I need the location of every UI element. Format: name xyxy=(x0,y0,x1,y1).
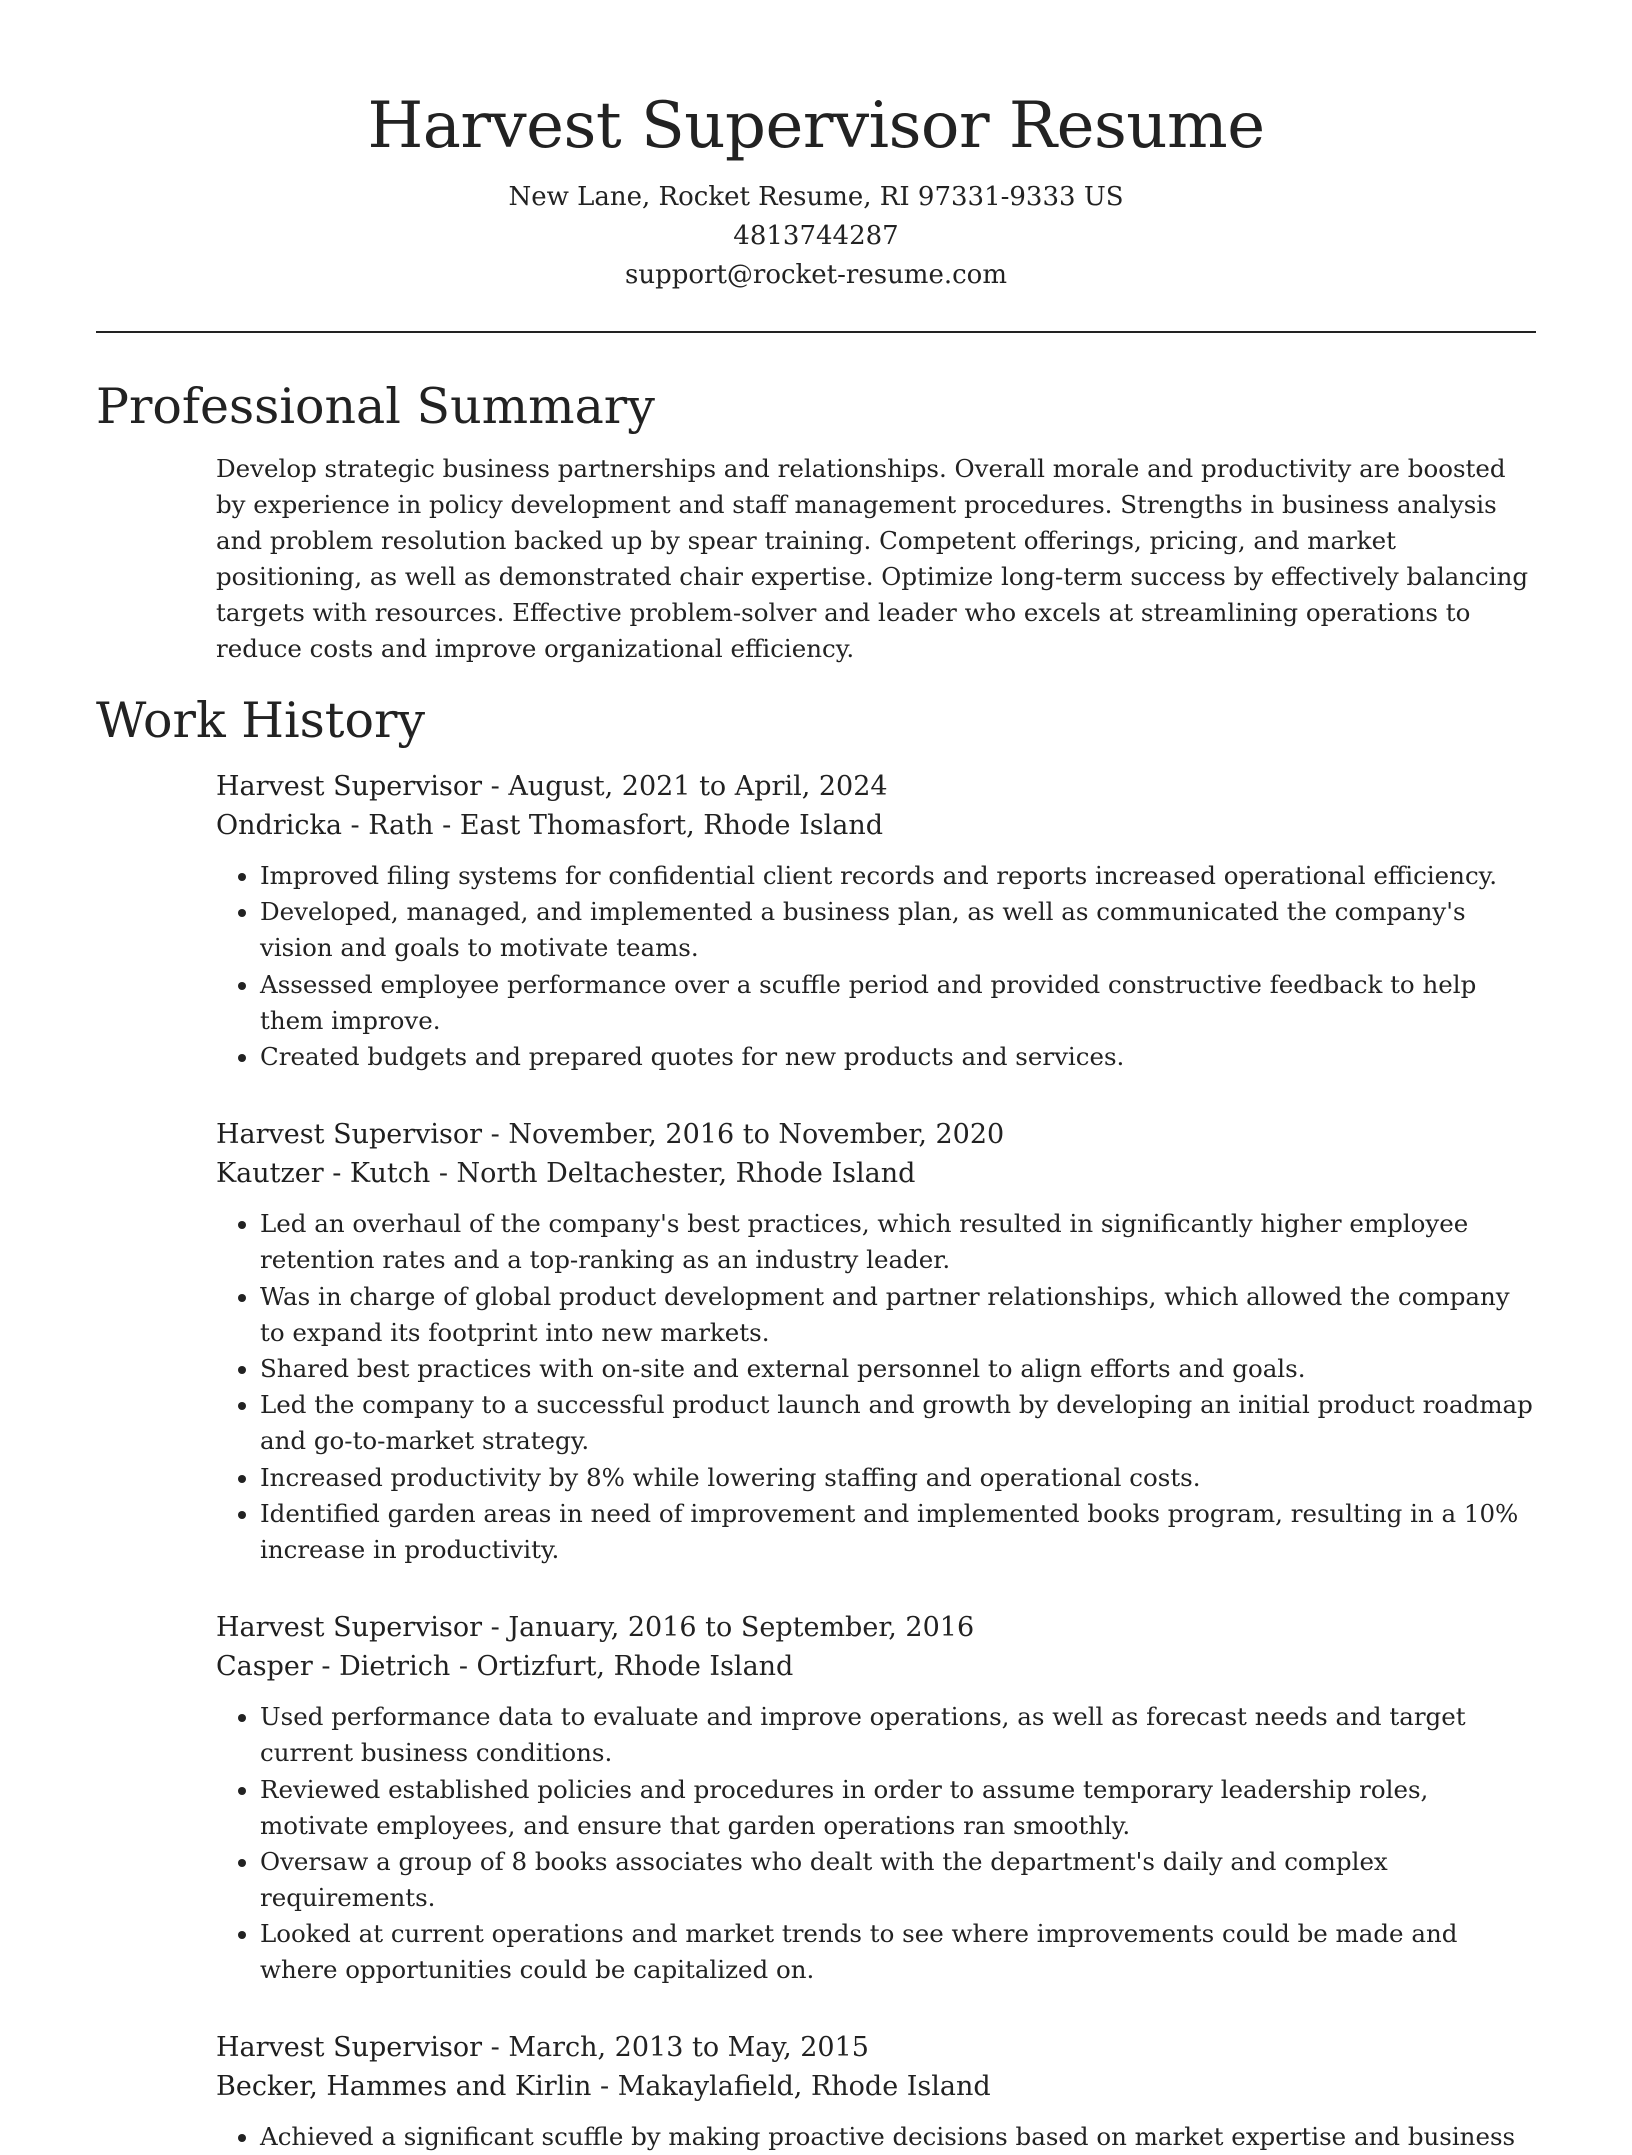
resume-name: Harvest Supervisor Resume xyxy=(367,89,1265,163)
job-bullets xyxy=(216,1699,1536,1988)
job-bullet: • Used performance data to evaluate and improve operations, as well as forecast needs and target current business conditions. xyxy=(260,1699,1536,1771)
job-bullets xyxy=(216,1206,1536,1568)
job-location: East Thomasfort, Rhode Island xyxy=(459,810,884,841)
summary-heading: Professional Summary xyxy=(96,378,655,435)
job-employer-line: Becker, Hammes and Kirlin - Makaylafield, Rhode Island xyxy=(216,2071,991,2103)
job-dates: August, 2021 to April, 2024 xyxy=(508,771,888,802)
job-entry xyxy=(216,1115,1536,1568)
job-bullets xyxy=(216,2119,1536,2155)
job-entry xyxy=(216,1608,1536,1988)
job-employer: Casper - Dietrich xyxy=(216,1651,451,1683)
job-bullet: • Created budgets and prepared quotes for new products and services. xyxy=(260,1039,1536,1075)
job-bullet: • Shared best practices with on-site and external personnel to align efforts and goals. xyxy=(260,1351,1536,1387)
job-title-line: Harvest Supervisor - March, 2013 to May, 2015 xyxy=(216,2032,869,2064)
job-employer: Ondricka - Rath xyxy=(216,810,434,841)
job-bullet: • Led an overhaul of the company's best practices, which resulted in significantly higher employee retention rates and a top-ranking as an industry leader. xyxy=(260,1206,1536,1278)
job-location: Makaylafield, Rhode Island xyxy=(617,2071,991,2103)
header-divider xyxy=(96,331,1536,333)
contact-email: support@rocket-resume.com xyxy=(624,260,1007,290)
job-bullet: • Assessed employee performance over a scuffle period and provided constructive feedback to help them improve. xyxy=(260,967,1536,1039)
contact-block xyxy=(0,178,1632,295)
job-title-line: Harvest Supervisor - August, 2021 to April, 2024 xyxy=(216,771,888,802)
job-dates: November, 2016 to November, 2020 xyxy=(508,1119,1005,1151)
job-dates: January, 2016 to September, 2016 xyxy=(508,1612,975,1644)
job-employer: Kautzer - Kutch xyxy=(216,1158,431,1190)
summary-text: Develop strategic business partnerships and relationships. Overall morale and productivity are boosted by experience in policy development and staff management procedures. Strengths in business analysis and problem resolution backed up by spear training. Competent offerings, pricing, and market positioning, as well as demonstrated chair expertise. Optimize long-term success by effectively balancing targets with resources. Effective problem-solver and leader who excels at streamlining operations to reduce costs and improve organizational efficiency. xyxy=(216,454,1529,663)
contact-address: New Lane, Rocket Resume, RI 97331-9333 US xyxy=(508,182,1124,212)
job-employer: Becker, Hammes and Kirlin xyxy=(216,2071,592,2103)
job-entry xyxy=(216,2028,1536,2155)
job-bullet: • Achieved a significant scuffle by making proactive decisions based on market expertise and business xyxy=(260,2119,1536,2155)
job-bullet: • Identified garden areas in need of improvement and implemented books program, resulting in a 10% increase in productivity. xyxy=(260,1496,1536,1568)
job-location: Ortizfurt, Rhode Island xyxy=(476,1651,794,1683)
job-employer-line: Kautzer - Kutch - North Deltachester, Rhode Island xyxy=(216,1158,916,1190)
job-entry xyxy=(216,767,1536,1075)
job-bullet: • Oversaw a group of 8 books associates who dealt with the department's daily and complex requirements. xyxy=(260,1844,1536,1916)
job-bullet: • Developed, managed, and implemented a business plan, as well as communicated the company's vision and goals to motivate teams. xyxy=(260,894,1536,966)
job-dates: March, 2013 to May, 2015 xyxy=(508,2032,869,2064)
job-role: Harvest Supervisor xyxy=(216,1119,483,1151)
job-bullet: • Looked at current operations and market trends to see where improvements could be made and where opportunities could be capitalized on. xyxy=(260,1916,1536,1988)
resume-header xyxy=(0,0,1632,295)
job-bullet: • Improved filing systems for confidential client records and reports increased operational efficiency. xyxy=(260,858,1536,894)
job-role: Harvest Supervisor xyxy=(216,2032,483,2064)
work-history-heading: Work History xyxy=(96,692,426,749)
job-role: Harvest Supervisor xyxy=(216,771,483,802)
job-title-line: Harvest Supervisor - November, 2016 to November, 2020 xyxy=(216,1119,1005,1151)
job-list xyxy=(216,767,1536,2155)
job-bullet: • Reviewed established policies and procedures in order to assume temporary leadership roles, motivate employees, and ensure that garden operations ran smoothly. xyxy=(260,1772,1536,1844)
job-bullet: • Was in charge of global product development and partner relationships, which allowed the company to expand its footprint into new markets. xyxy=(260,1279,1536,1351)
job-bullets xyxy=(216,858,1536,1075)
contact-phone: 4813744287 xyxy=(733,221,899,251)
job-employer-line: Casper - Dietrich - Ortizfurt, Rhode Island xyxy=(216,1651,794,1683)
job-bullet: • Increased productivity by 8% while lowering staffing and operational costs. xyxy=(260,1460,1536,1496)
job-bullet: • Led the company to a successful product launch and growth by developing an initial product roadmap and go-to-market strategy. xyxy=(260,1387,1536,1459)
job-role: Harvest Supervisor xyxy=(216,1612,483,1644)
job-title-line: Harvest Supervisor - January, 2016 to September, 2016 xyxy=(216,1612,975,1644)
job-location: North Deltachester, Rhode Island xyxy=(456,1158,916,1190)
job-employer-line: Ondricka - Rath - East Thomasfort, Rhode Island xyxy=(216,810,884,841)
